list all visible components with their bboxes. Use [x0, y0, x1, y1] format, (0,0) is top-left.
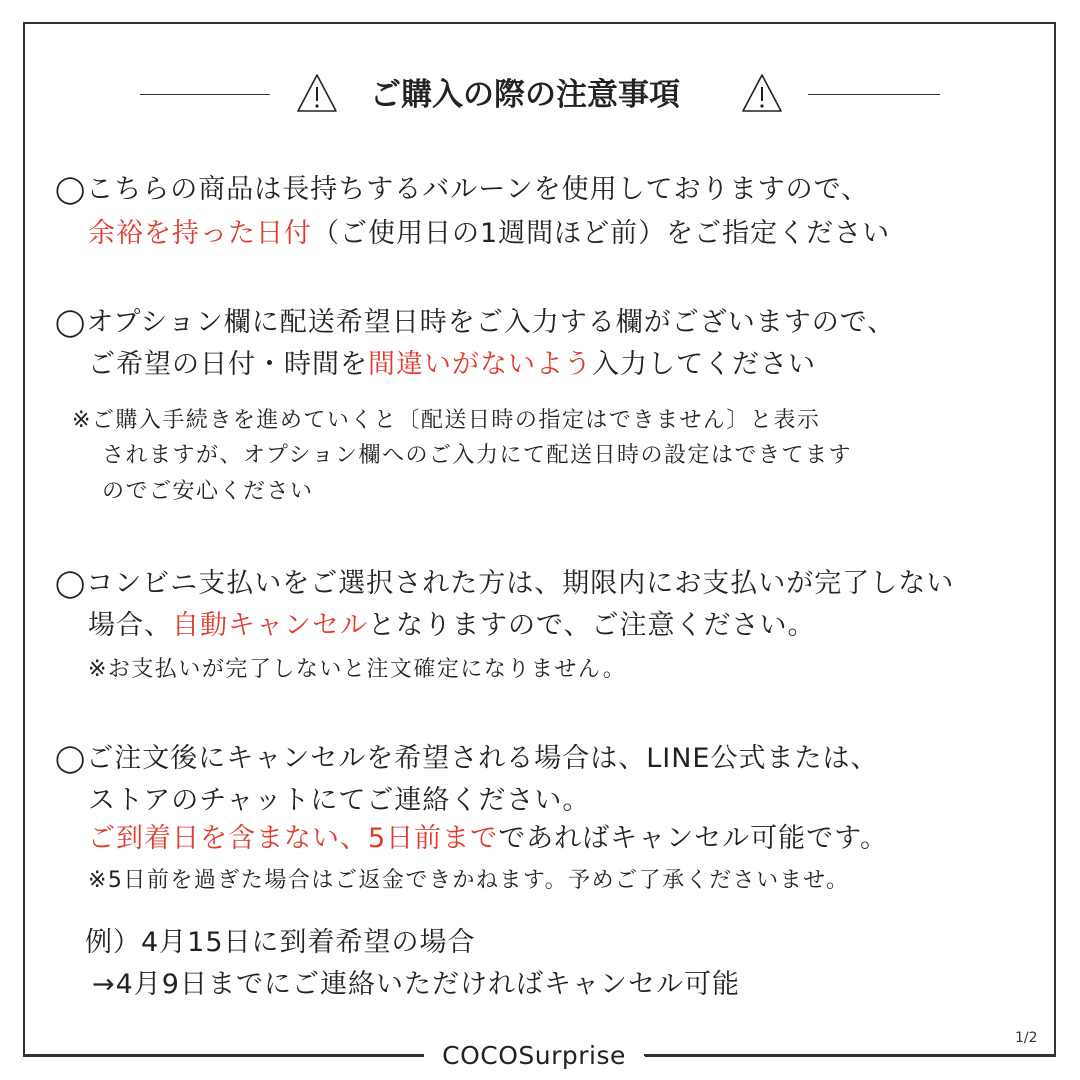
example-line-2: →4月9日までにご連絡いただければキャンセル可能: [92, 969, 740, 1000]
notice-4-line-1: ◯ご注文後にキャンセルを希望される場合は、LINE公式または、: [55, 743, 879, 774]
notice-2-line-2: [88, 347, 816, 383]
example-line-1: 例）4月15日に到着希望の場合: [85, 927, 476, 958]
notice-3-line-1: ◯コンビニ支払いをご選択された方は、期限内にお支払いが完了しない: [55, 568, 955, 599]
warning-icon: [295, 72, 339, 114]
page-title: ご購入の際の注意事項: [370, 77, 680, 113]
notice-text: となりますので、ご注意ください。: [368, 610, 816, 641]
notice-text: 場合、: [88, 610, 172, 641]
header-line-right: [808, 94, 940, 95]
header-line-left: [140, 94, 270, 95]
footer-line-left: [23, 1055, 433, 1057]
header: [0, 70, 1080, 120]
notice-text: （ご使用日の1週間ほど前）をご指定ください: [312, 218, 891, 249]
notice-2-note-3: のでご安心ください: [102, 479, 314, 504]
notice-1-line-2: [88, 216, 890, 252]
highlight-text: 間違いがないよう: [368, 349, 592, 380]
notice-text: であればキャンセル可能です。: [498, 823, 889, 854]
notice-2-line-1: ◯オプション欄に配送希望日時をご入力する欄がございますので、: [55, 307, 896, 338]
notice-text: ご希望の日付・時間を: [88, 349, 368, 380]
notice-2-note-2: されますが、オプション欄へのご入力にて配送日時の設定はできてます: [102, 443, 853, 468]
notice-4-line-2: ストアのチャットにてご連絡ください。: [88, 785, 591, 816]
notice-3-note-1: ※お支払いが完了しないと注文確定になりません。: [88, 657, 627, 682]
notice-text: 入力してください: [592, 349, 816, 380]
notice-1-line-1: ◯こちらの商品は長持ちするバルーンを使用しておりますので、: [55, 174, 870, 205]
highlight-text: 自動キャンセル: [172, 610, 368, 641]
page-number: 1/2: [1015, 1030, 1038, 1046]
notice-3-line-2: [88, 608, 815, 644]
notice-2-note-1: ※ご購入手続きを進めていくと〔配送日時の指定はできません〕と表示: [72, 408, 821, 433]
footer-line-right: [645, 1055, 1056, 1057]
notice-4-line-3: [88, 821, 888, 857]
warning-icon: [740, 72, 784, 114]
highlight-text: ご到着日を含まない、5日前まで: [88, 823, 499, 854]
highlight-text: 余裕を持った日付: [88, 218, 312, 249]
brand-logo-text: COCOSurprise: [424, 1036, 644, 1076]
notice-4-note-1: ※5日前を過ぎた場合はご返金できかねます。予めご了承くださいませ。: [88, 868, 850, 893]
